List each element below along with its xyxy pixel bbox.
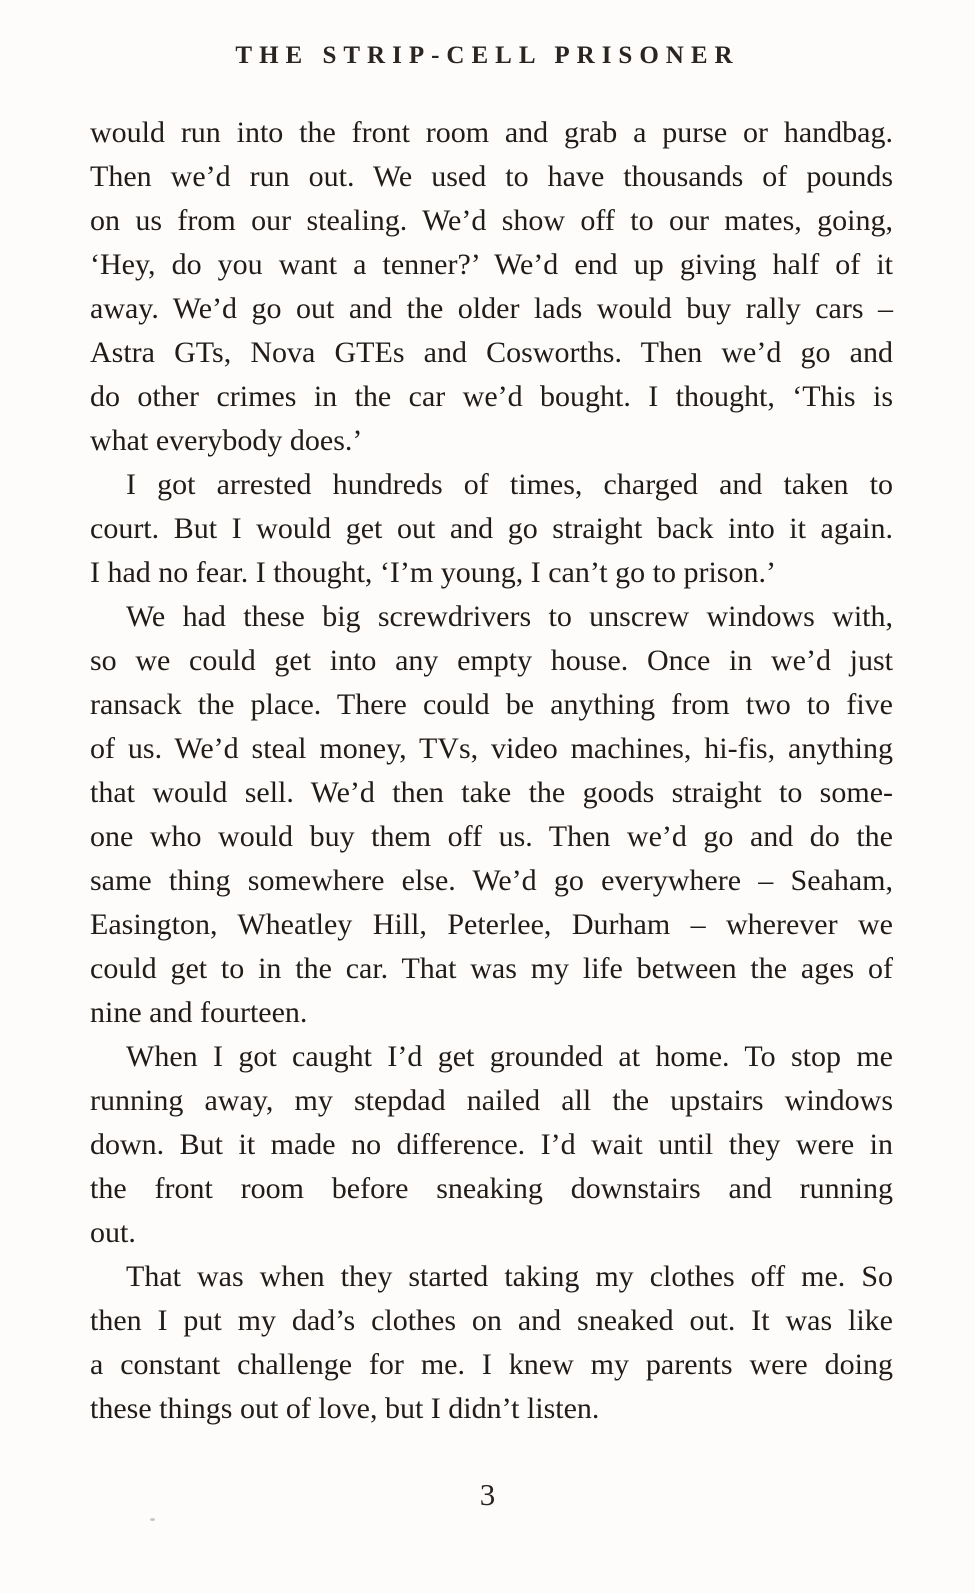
text-body — [90, 111, 893, 1431]
text-line: the front room before sneaking downstairs and running — [90, 1172, 893, 1205]
text-line: what everybody does.’ — [90, 424, 363, 457]
text-line: one who would buy them off us. Then we’d go and do the — [90, 820, 893, 853]
text-line: of us. We’d steal money, TVs, video machines, hi-fis, anything — [90, 732, 893, 765]
running-head-title: THE STRIP-CELL PRISONER — [235, 42, 740, 69]
text-line: could get to in the car. That was my life between the ages of — [90, 952, 893, 985]
text-line: away. We’d go out and the older lads would buy rally cars – — [90, 292, 893, 325]
text-line: nine and fourteen. — [90, 996, 308, 1029]
text-line: so we could get into any empty house. Once in we’d just — [90, 644, 893, 677]
text-line: Then we’d run out. We used to have thousands of pounds — [90, 160, 893, 193]
text-line: then I put my dad’s clothes on and sneaked out. It was like — [90, 1304, 893, 1337]
text-line: I had no fear. I thought, ‘I’m young, I can’t go to prison.’ — [90, 556, 776, 589]
text-line: on us from our stealing. We’d show off to our mates, going, — [90, 204, 893, 237]
paragraph — [90, 111, 893, 463]
text-line: do other crimes in the car we’d bought. I thought, ‘This is — [90, 380, 893, 413]
text-line: When I got caught I’d get grounded at home. To stop me — [126, 1040, 893, 1073]
text-line: would run into the front room and grab a purse or handbag. — [90, 116, 893, 149]
text-line: We had these big screwdrivers to unscrew windows with, — [126, 600, 893, 633]
paragraph — [90, 595, 893, 1035]
text-line: ‘Hey, do you want a tenner?’ We’d end up giving half of it — [90, 248, 893, 281]
text-line: Astra GTs, Nova GTEs and Cosworths. Then we’d go and — [90, 336, 893, 369]
text-line: same thing somewhere else. We’d go everywhere – Seaham, — [90, 864, 893, 897]
text-line: ransack the place. There could be anything from two to five — [90, 688, 893, 721]
text-line: I got arrested hundreds of times, charged and taken to — [126, 468, 893, 501]
scan-artifact — [150, 1518, 155, 1521]
text-line: Easington, Wheatley Hill, Peterlee, Durham – wherever we — [90, 908, 893, 941]
text-line: running away, my stepdad nailed all the upstairs windows — [90, 1084, 893, 1117]
text-line: these things out of love, but I didn’t listen. — [90, 1392, 600, 1425]
text-line: that would sell. We’d then take the goods straight to some- — [90, 776, 893, 809]
paragraph — [90, 1255, 893, 1431]
paragraph — [90, 463, 893, 595]
page-number: 3 — [479, 1477, 496, 1512]
text-line: court. But I would get out and go straight back into it again. — [90, 512, 893, 545]
text-line: down. But it made no difference. I’d wait until they were in — [90, 1128, 893, 1161]
text-line: a constant challenge for me. I knew my parents were doing — [90, 1348, 893, 1381]
text-line: out. — [90, 1216, 136, 1249]
text-line: That was when they started taking my clothes off me. So — [126, 1260, 893, 1293]
paragraph — [90, 1035, 893, 1255]
